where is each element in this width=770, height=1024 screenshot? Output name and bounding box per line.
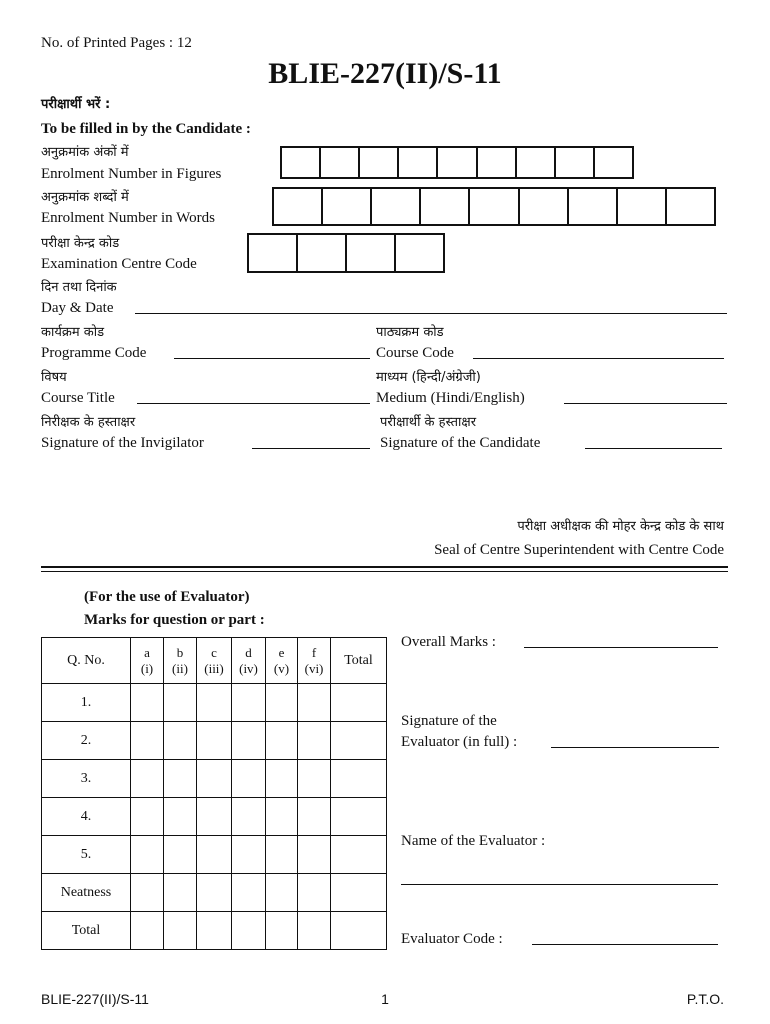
mark-cell[interactable] (266, 874, 298, 912)
part-e-header (266, 638, 298, 684)
mark-cell[interactable] (232, 912, 266, 950)
part-roman: (iii) (204, 660, 224, 676)
course-code-label-hindi: पाठ्यक्रम कोड (376, 325, 444, 340)
subject-label-hindi: विषय (41, 370, 67, 385)
mark-cell[interactable] (266, 798, 298, 836)
marks-row (42, 684, 387, 722)
part-c-header (197, 638, 232, 684)
mark-cell[interactable] (232, 798, 266, 836)
medium-label-hindi: माध्यम (हिन्दी/अंग्रेजी) (376, 370, 481, 385)
mark-cell[interactable] (164, 874, 197, 912)
day-date-line[interactable] (135, 313, 727, 314)
mark-cell[interactable] (164, 760, 197, 798)
day-date-label-hindi: दिन तथा दिनांक (41, 280, 117, 295)
mark-cell[interactable] (331, 722, 387, 760)
mark-cell[interactable] (232, 684, 266, 722)
digit-box[interactable] (517, 148, 556, 177)
paper-code-title: BLIE-227(II)/S-11 (268, 57, 502, 90)
programme-code-line[interactable] (174, 358, 370, 359)
part-roman: (v) (273, 660, 290, 676)
total-row (42, 912, 387, 950)
invigilator-signature-line[interactable] (252, 448, 370, 449)
enrolment-figures-label-hindi: अनुक्रमांक अंकों में (41, 145, 129, 160)
marks-row (42, 760, 387, 798)
separator-rule-top (41, 566, 728, 568)
part-letter: f (311, 644, 317, 660)
enrolment-words-label: Enrolment Number in Words (41, 210, 215, 226)
mark-cell[interactable] (331, 684, 387, 722)
mark-cell[interactable] (298, 798, 331, 836)
enrolment-figures-label: Enrolment Number in Figures (41, 166, 222, 182)
printed-pages-note: No. of Printed Pages : 12 (41, 35, 192, 51)
digit-box[interactable] (595, 148, 632, 177)
mark-cell[interactable] (131, 798, 164, 836)
neatness-row (42, 874, 387, 912)
mark-cell[interactable] (298, 684, 331, 722)
part-letter: b (176, 644, 184, 660)
centre-box[interactable] (396, 235, 443, 271)
row-label: Total (42, 912, 131, 950)
digit-box[interactable] (478, 148, 517, 177)
footer-paper-code: BLIE-227(II)/S-11 (41, 991, 149, 1007)
marks-table (41, 637, 387, 950)
enrolment-words-boxes[interactable] (272, 187, 716, 226)
candidate-fill-hindi: परीक्षार्थी भरें : (41, 97, 111, 112)
mark-cell[interactable] (164, 836, 197, 874)
mark-cell[interactable] (131, 874, 164, 912)
part-letter: a (144, 644, 150, 660)
mark-cell[interactable] (298, 874, 331, 912)
mark-cell[interactable] (266, 684, 298, 722)
word-box[interactable] (421, 189, 470, 224)
mark-cell[interactable] (131, 722, 164, 760)
mark-cell[interactable] (131, 684, 164, 722)
digit-box[interactable] (321, 148, 360, 177)
seal-label-hindi: परीक्षा अधीक्षक की मोहर केन्द्र कोड के साथ (517, 519, 724, 534)
evaluator-signature-label-1: Signature of the (401, 713, 497, 729)
marks-row (42, 722, 387, 760)
course-title-line[interactable] (137, 403, 370, 404)
digit-box[interactable] (556, 148, 595, 177)
enrolment-words-label-hindi: अनुक्रमांक शब्दों में (41, 190, 129, 205)
mark-cell[interactable] (266, 760, 298, 798)
evaluator-signature-label-2: Evaluator (in full) : (401, 734, 518, 750)
part-d-header (232, 638, 266, 684)
qno-header: Q. No. (42, 638, 131, 684)
centre-code-label: Examination Centre Code (41, 256, 197, 272)
marks-row (42, 836, 387, 874)
word-box[interactable] (569, 189, 618, 224)
mark-cell[interactable] (331, 836, 387, 874)
mark-cell[interactable] (298, 836, 331, 874)
mark-cell[interactable] (232, 836, 266, 874)
course-code-label: Course Code (376, 345, 454, 361)
digit-box[interactable] (438, 148, 477, 177)
mark-cell[interactable] (298, 722, 331, 760)
row-label: 5. (42, 836, 131, 874)
evaluator-signature-line[interactable] (551, 747, 719, 748)
mark-cell[interactable] (298, 912, 331, 950)
total-header: Total (331, 638, 387, 684)
part-letter: c (211, 644, 217, 660)
mark-cell[interactable] (164, 912, 197, 950)
centre-code-boxes[interactable] (247, 233, 445, 273)
word-box[interactable] (470, 189, 519, 224)
mark-cell[interactable] (164, 722, 197, 760)
course-code-line[interactable] (473, 358, 724, 359)
row-label: 1. (42, 684, 131, 722)
word-box[interactable] (274, 189, 323, 224)
mark-cell[interactable] (197, 836, 232, 874)
word-box[interactable] (618, 189, 667, 224)
centre-box[interactable] (347, 235, 396, 271)
mark-cell[interactable] (197, 684, 232, 722)
part-b-header (164, 638, 197, 684)
mark-cell[interactable] (197, 912, 232, 950)
mark-cell[interactable] (131, 836, 164, 874)
digit-box[interactable] (399, 148, 438, 177)
mark-cell[interactable] (232, 722, 266, 760)
mark-cell[interactable] (131, 760, 164, 798)
row-label: 4. (42, 798, 131, 836)
course-title-label: Course Title (41, 390, 115, 406)
candidate-fill-instruction: To be filled in by the Candidate : (41, 121, 251, 137)
marks-row (42, 798, 387, 836)
digit-box[interactable] (360, 148, 399, 177)
programme-code-label: Programme Code (41, 345, 147, 361)
mark-cell[interactable] (266, 722, 298, 760)
part-letter: e (278, 644, 285, 660)
part-letter: d (245, 644, 252, 660)
mark-cell[interactable] (164, 684, 197, 722)
word-box[interactable] (372, 189, 421, 224)
mark-cell[interactable] (298, 760, 331, 798)
mark-cell[interactable] (197, 798, 232, 836)
mark-cell[interactable] (266, 836, 298, 874)
mark-cell[interactable] (197, 874, 232, 912)
evaluator-name-label: Name of the Evaluator : (401, 833, 546, 849)
centre-box[interactable] (249, 235, 298, 271)
mark-cell[interactable] (266, 912, 298, 950)
row-label: 2. (42, 722, 131, 760)
overall-marks-label: Overall Marks : (401, 634, 496, 650)
part-roman: (iv) (239, 660, 258, 676)
medium-line[interactable] (564, 403, 727, 404)
candidate-signature-line[interactable] (585, 448, 722, 449)
footer-page-number: 1 (381, 991, 389, 1007)
part-f-header (298, 638, 331, 684)
enrolment-figures-boxes[interactable] (280, 146, 634, 179)
part-roman: (vi) (304, 660, 324, 676)
programme-code-label-hindi: कार्यक्रम कोड (41, 325, 105, 340)
evaluator-use-heading: (For the use of Evaluator) (84, 589, 250, 605)
evaluator-code-label: Evaluator Code : (401, 931, 503, 947)
footer-pto: P.T.O. (686, 991, 724, 1007)
candidate-signature-label-hindi: परीक्षार्थी के हस्ताक्षर (380, 415, 477, 430)
mark-cell[interactable] (197, 722, 232, 760)
marks-header-row (42, 638, 387, 684)
digit-box[interactable] (282, 148, 321, 177)
mark-cell[interactable] (331, 912, 387, 950)
word-box[interactable] (520, 189, 569, 224)
overall-marks-line[interactable] (524, 647, 718, 648)
mark-cell[interactable] (331, 874, 387, 912)
centre-box[interactable] (298, 235, 347, 271)
medium-label: Medium (Hindi/English) (376, 390, 525, 406)
evaluator-code-line[interactable] (532, 944, 718, 945)
mark-cell[interactable] (164, 798, 197, 836)
part-a-header (131, 638, 164, 684)
row-label: 3. (42, 760, 131, 798)
invigilator-signature-label: Signature of the Invigilator (41, 435, 204, 451)
part-roman: (i) (140, 660, 154, 676)
mark-cell[interactable] (197, 760, 232, 798)
day-date-label: Day & Date (41, 300, 114, 316)
row-label: Neatness (42, 874, 131, 912)
marks-heading: Marks for question or part : (84, 612, 265, 628)
word-box[interactable] (323, 189, 372, 224)
mark-cell[interactable] (131, 912, 164, 950)
mark-cell[interactable] (331, 798, 387, 836)
seal-label: Seal of Centre Superintendent with Centre Code (434, 542, 724, 558)
word-box[interactable] (667, 189, 714, 224)
invigilator-signature-label-hindi: निरीक्षक के हस्ताक्षर (41, 415, 136, 430)
candidate-signature-label: Signature of the Candidate (380, 435, 541, 451)
mark-cell[interactable] (232, 760, 266, 798)
centre-code-label-hindi: परीक्षा केन्द्र कोड (41, 236, 120, 251)
mark-cell[interactable] (331, 760, 387, 798)
mark-cell[interactable] (232, 874, 266, 912)
part-roman: (ii) (172, 660, 188, 676)
evaluator-name-line[interactable] (401, 884, 718, 885)
separator-rule-bottom (41, 571, 728, 572)
